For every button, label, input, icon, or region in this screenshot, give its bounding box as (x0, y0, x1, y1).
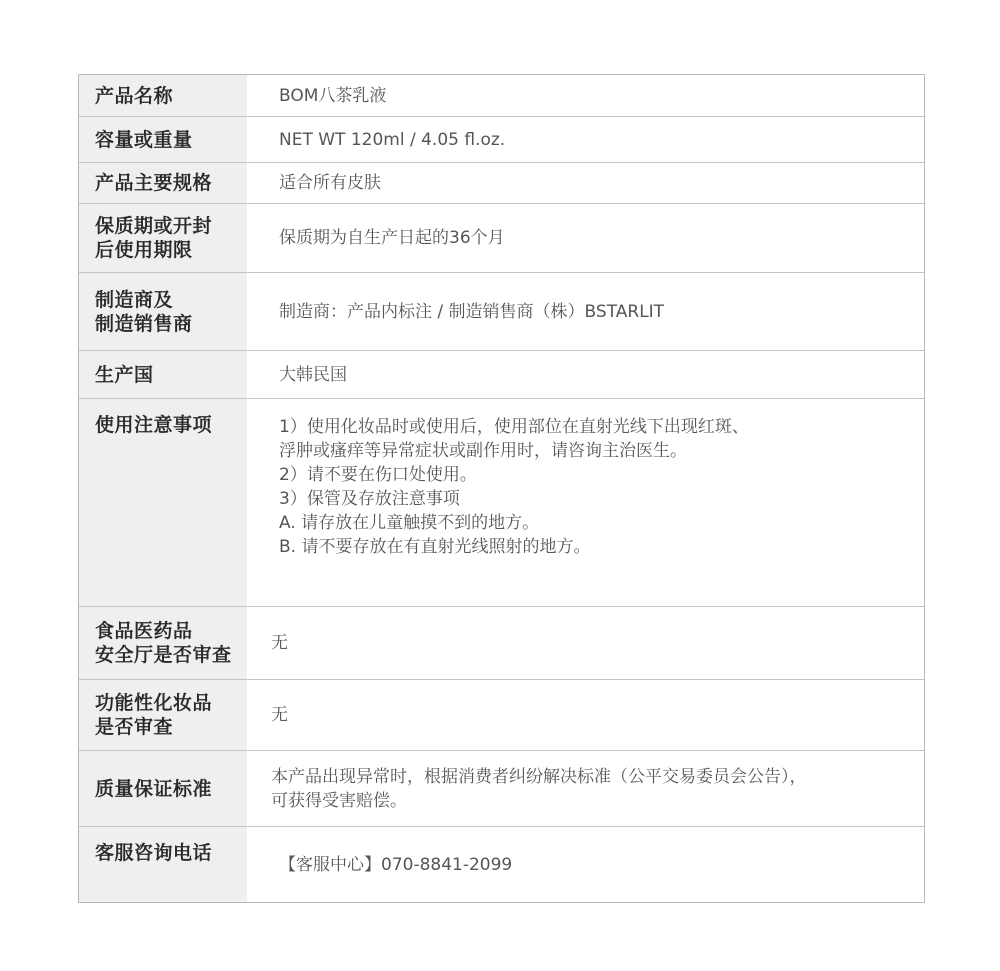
row-label-text: 使用注意事项 (95, 414, 213, 436)
row-value-text: 保质期为自生产日起的36个月 (279, 228, 505, 248)
row-value-text: 本产品出现异常时，根据消费者纠纷解决标准（公平交易委员会公告）， 可获得受害赔偿。 (271, 766, 807, 811)
row-value (247, 607, 924, 679)
table-row (79, 273, 924, 351)
row-value-text: 大韩民国 (279, 364, 347, 385)
row-label-text: 产品名称 (95, 84, 174, 107)
usage-notes (279, 415, 749, 559)
usage-note-line: B. 请不要存放在有直射光线照射的地方。 (279, 537, 591, 557)
usage-note-line: 2）请不要在伤口处使用。 (279, 465, 477, 485)
row-label-text: 质量保证标准 (95, 777, 213, 800)
row-label-text: 食品医药品 安全厅是否审查 (95, 620, 232, 666)
row-label (79, 827, 247, 902)
table-row (79, 751, 924, 827)
table-row (79, 163, 924, 204)
row-label (79, 399, 247, 606)
row-label (79, 117, 247, 162)
row-value-text: 【客服中心】070-8841-2099 (279, 854, 513, 875)
row-label-text: 产品主要规格 (95, 172, 213, 194)
row-label (79, 204, 247, 272)
row-label-text: 生产国 (95, 363, 154, 386)
row-value (247, 680, 924, 750)
usage-note-line: 浮肿或瘙痒等异常症状或副作用时，请咨询主治医生。 (279, 441, 687, 461)
row-label-text: 功能性化妆品 是否审查 (95, 692, 213, 738)
row-value (247, 75, 924, 116)
row-label (79, 163, 247, 203)
product-info-table (78, 74, 925, 903)
usage-note-line: 1）使用化妆品时或使用后，使用部位在直射光线下出现红斑、 (279, 417, 749, 437)
row-value (247, 351, 924, 398)
table-row (79, 827, 924, 902)
row-value (247, 163, 924, 203)
row-label-text: 容量或重量 (95, 128, 193, 151)
row-value (247, 273, 924, 350)
row-label-text: 保质期或开封 后使用期限 (95, 215, 213, 261)
row-value-text: 无 (271, 705, 288, 725)
row-value-text: 制造商：产品内标注 / 制造销售商（株）BSTARLIT (279, 301, 665, 322)
row-value-text: BOM八茶乳液 (279, 85, 387, 106)
table-row (79, 399, 924, 607)
row-value-text: NET WT 120ml / 4.05 fl.oz. (279, 129, 506, 150)
row-value-text: 无 (271, 633, 288, 653)
row-value (247, 827, 924, 902)
row-value (247, 399, 924, 606)
row-label (79, 351, 247, 398)
row-label-text: 客服咨询电话 (95, 842, 213, 864)
table-row (79, 351, 924, 399)
row-value (247, 204, 924, 272)
row-value (247, 751, 924, 826)
row-value-text: 适合所有皮肤 (279, 173, 381, 193)
row-value (247, 117, 924, 162)
usage-note-line: A. 请存放在儿童触摸不到的地方。 (279, 513, 540, 533)
row-label (79, 680, 247, 750)
row-label (79, 273, 247, 350)
table-row (79, 607, 924, 680)
row-label-text: 制造商及 制造销售商 (95, 288, 193, 335)
usage-note-line: 3）保管及存放注意事项 (279, 489, 460, 509)
row-label (79, 751, 247, 826)
row-label (79, 75, 247, 116)
table-row (79, 75, 924, 117)
table-row (79, 117, 924, 163)
table-row (79, 680, 924, 751)
table-row (79, 204, 924, 273)
row-label (79, 607, 247, 679)
